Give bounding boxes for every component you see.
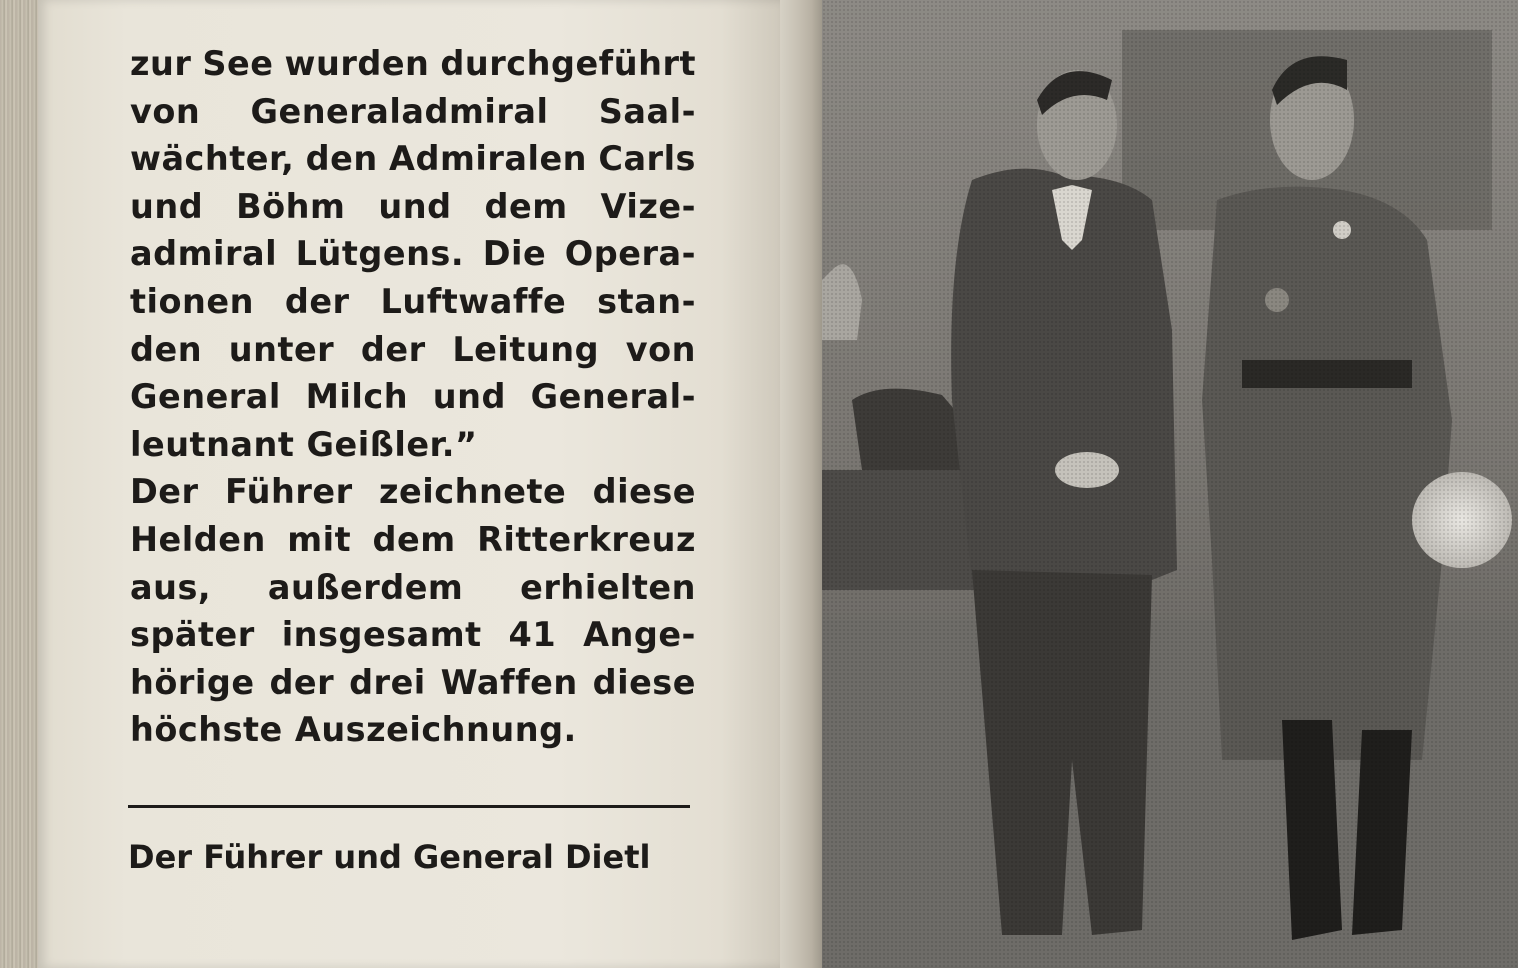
body-word: Milch	[305, 377, 409, 417]
body-line	[130, 230, 696, 278]
body-word: unter	[228, 329, 335, 369]
body-line	[130, 706, 696, 754]
body-word: diese	[592, 472, 696, 512]
body-word: stan-	[597, 281, 696, 321]
body-word: Ange-	[583, 615, 696, 655]
body-word: wächter,	[130, 139, 295, 179]
photo-image	[822, 0, 1518, 968]
body-word: Carls	[598, 139, 696, 179]
photo-caption: Der Führer und General Dietl	[128, 838, 651, 876]
body-word: Leitung	[452, 329, 600, 369]
body-word: Vize-	[600, 186, 696, 226]
body-line	[130, 88, 696, 136]
body-word: hörige	[130, 662, 255, 702]
body-word: Admiralen	[389, 139, 588, 179]
body-word: drei	[349, 662, 426, 702]
body-line	[130, 183, 696, 231]
two-men-in-uniform-photo	[822, 0, 1518, 968]
body-line	[130, 421, 696, 469]
body-word: tionen	[130, 281, 254, 321]
body-word: aus,	[130, 567, 212, 607]
book-gutter	[780, 0, 822, 968]
body-word: Die	[482, 234, 547, 274]
body-word: Ritterkreuz	[477, 519, 696, 559]
body-line	[130, 516, 696, 564]
body-word: der	[284, 281, 350, 321]
body-word: Helden	[130, 519, 266, 559]
body-text	[130, 40, 696, 754]
body-word: Der	[130, 472, 199, 512]
body-word: admiral	[130, 234, 278, 274]
body-word: Böhm	[236, 186, 346, 226]
body-word: von	[625, 329, 696, 369]
body-word: diese	[592, 662, 696, 702]
body-word: Lütgens.	[295, 234, 465, 274]
caption-divider	[128, 805, 690, 808]
body-word: Luftwaffe	[380, 281, 567, 321]
body-word: dem	[372, 519, 456, 559]
body-word: durchgeführt	[440, 44, 696, 83]
body-line	[130, 659, 696, 707]
body-word: den	[305, 139, 378, 179]
body-word: Saal-	[598, 91, 696, 131]
body-word: mit	[287, 519, 352, 559]
body-word: und	[130, 186, 204, 226]
body-line	[130, 40, 696, 88]
body-word: dem	[484, 186, 568, 226]
body-line	[130, 278, 696, 326]
body-word: erhielten	[520, 567, 696, 607]
body-word: wurden	[284, 44, 430, 83]
body-line	[130, 326, 696, 374]
body-line	[130, 373, 696, 421]
body-word: Führer	[224, 472, 353, 512]
body-word: 41	[508, 615, 557, 655]
body-word: Opera-	[564, 234, 696, 274]
body-word: der	[360, 329, 426, 369]
body-line	[130, 135, 696, 183]
body-word: zeichnete	[379, 472, 567, 512]
body-word: zur	[130, 44, 192, 83]
body-word: General	[130, 377, 281, 417]
body-word: und	[432, 377, 506, 417]
body-word: See	[202, 44, 274, 83]
body-word: General-	[530, 377, 696, 417]
body-word: von	[130, 91, 201, 131]
body-line	[130, 611, 696, 659]
body-word: Waffen	[440, 662, 578, 702]
body-word: leutnant Geißler.”	[130, 424, 478, 464]
body-word: den	[130, 329, 203, 369]
body-word: außerdem	[267, 567, 464, 607]
body-word: Generaladmiral	[250, 91, 549, 131]
body-word: später	[130, 615, 255, 655]
body-word: höchste Auszeichnung.	[130, 710, 577, 750]
body-word: und	[378, 186, 452, 226]
body-word: der	[269, 662, 335, 702]
body-line	[130, 564, 696, 612]
body-line	[130, 468, 696, 516]
body-word: insgesamt	[281, 615, 482, 655]
